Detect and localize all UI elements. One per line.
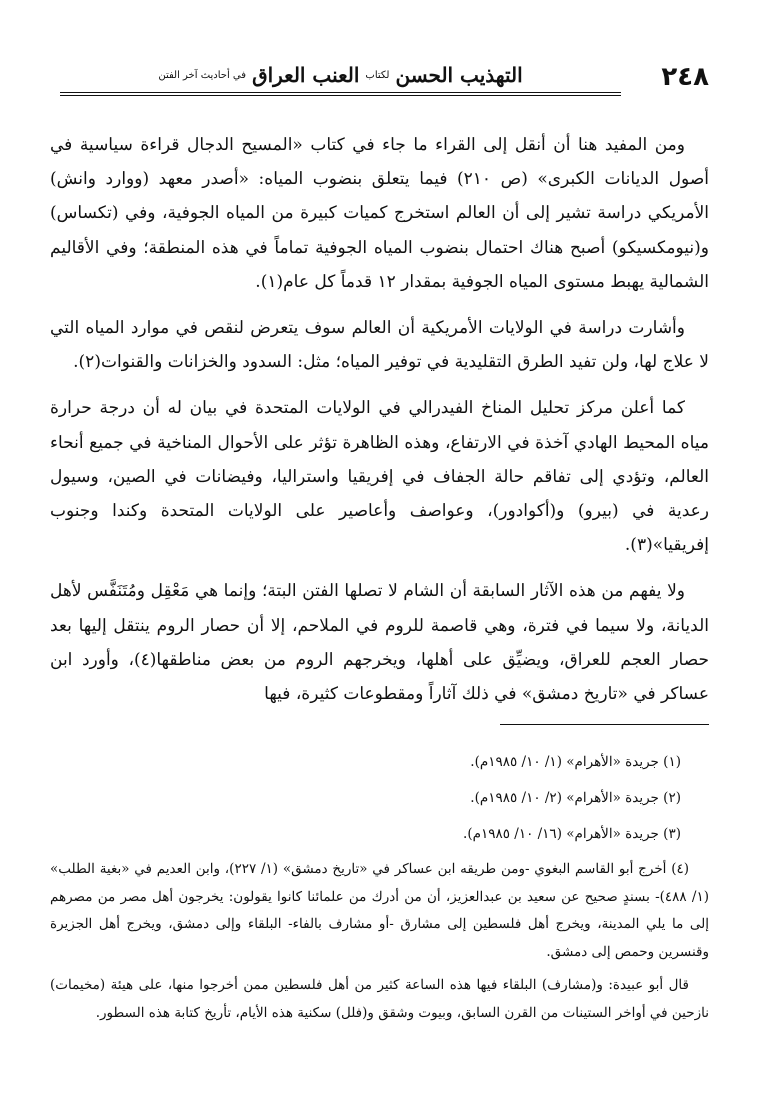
footnote-4: (٤) أخرج أبو القاسم البغوي -ومن طريقه ابن عساكر في «تاريخ دمشق» (١/ ٢٢٧)، وابن العديم في «بغية الطلب» (١/ ٤٨٨)- بسندٍ صحيح عن سعيد بن عبدالعزيز، أن من أدرك من علمائنا كانوا يقولون: يخرجون أهل مصر من مصرهم إلى ما يلي المدينة، ويخرج أهل فلسطين إلى مشارق -أو مشارف بالفاء- البلقاء وإلى دمشق، ويخرج أهل الجزيرة وقنسرين وحمص إلى دمشق. xyxy=(50,861,709,960)
footnote-2: (٢) جريدة «الأهرام» (٢/ ١٠/ ١٩٨٥م). xyxy=(470,790,681,806)
cited-book-title: العنب العراق xyxy=(252,63,360,87)
header-rule xyxy=(60,92,621,93)
book-title: التهذيب الحسن xyxy=(395,63,523,87)
body-text xyxy=(50,128,709,711)
title-connector: لكتاب xyxy=(365,69,390,81)
footnote-4-note: قال أبو عبيدة: و(مشارف) البلقاء فيها هذه الساعة كثير من أهل فلسطين ممن أخرجوا منها، على هيئة (مخيمات) نازحين في أواخر الستينات من القرن السابق، وبيوت وشقق و(فلل) سكنية هذه الأيام، تأريخ كتابة هذه السطور. xyxy=(50,977,709,1021)
footnote-separator xyxy=(500,724,709,725)
footnote-3: (٣) جريدة «الأهرام» (١٦/ ١٠/ ١٩٨٥م). xyxy=(463,826,681,842)
header-rule-thin xyxy=(60,95,621,96)
paragraph: كما أعلن مركز تحليل المناخ الفيدرالي في الولايات المتحدة في بيان له أن درجة حرارة مياه المحيط الهادي آخذة في الارتفاع، وهذه الظاهرة تؤثر على الأحوال المناخية في جميع أنحاء العالم، وتؤدي إلى تفاقم حالة الجفاف في إفريقيا واستراليا، وفيضانات في الصين، وسيول رعدية في (بيرو) و(أكوادور)، وعواصف وأعاصير على الولايات المتحدة وكندا وجنوب إفريقيا»(٣). xyxy=(50,398,709,556)
running-head xyxy=(60,60,621,90)
footnote-1: (١) جريدة «الأهرام» (١/ ١٠/ ١٩٨٥م). xyxy=(470,754,681,770)
paragraph: وأشارت دراسة في الولايات الأمريكية أن العالم سوف يتعرض لنقص في موارد المياه التي لا علاج لها، ولن تفيد الطرق التقليدية في توفير المياه؛ مثل: السدود والخزانات والقنوات(٢). xyxy=(50,318,709,373)
paragraph: ولا يفهم من هذه الآثار السابقة أن الشام لا تصلها الفتن البتة؛ وإنما هي مَعْقِل ومُتَنَفَّس لأهل الديانة، ولا سيما في فترة، وهي قاصمة للروم في الملاحم، إلا أن حصار الروم ينتقل إليها بعد حصار العجم للعراق، ويضيِّق على أهلها، ويخرجهم الروم من بعض مناطقها(٤)، وأورد ابن عساكر في «تاريخ دمشق» في ذلك آثاراً ومقطوعات كثيرة، فيها xyxy=(50,581,709,705)
paragraph: ومن المفيد هنا أن أنقل إلى القراء ما جاء في كتاب «المسيح الدجال قراءة سياسية في أصول الديانات الكبرى» (ص ٢١٠) فيما يتعلق بنضوب المياه: «أصدر معهد (ووارد وانش) الأمريكي دراسة تشير إلى أن العالم استخرج كميات كبيرة من المياه الجوفية، وفي (تكساس) و(نيومكسيكو) أصبح هناك احتمال بنضوب المياه الجوفية تماماً في هذه المنطقة؛ وفي الأقاليم الشمالية يهبط مستوى المياه الجوفية بمقدار ١٢ قدماً كل عام(١). xyxy=(50,135,709,292)
page-number: ٢٤٨ xyxy=(661,62,709,92)
book-subtitle: في أحاديث آخر الفتن xyxy=(158,69,247,81)
footnotes xyxy=(50,744,709,1027)
